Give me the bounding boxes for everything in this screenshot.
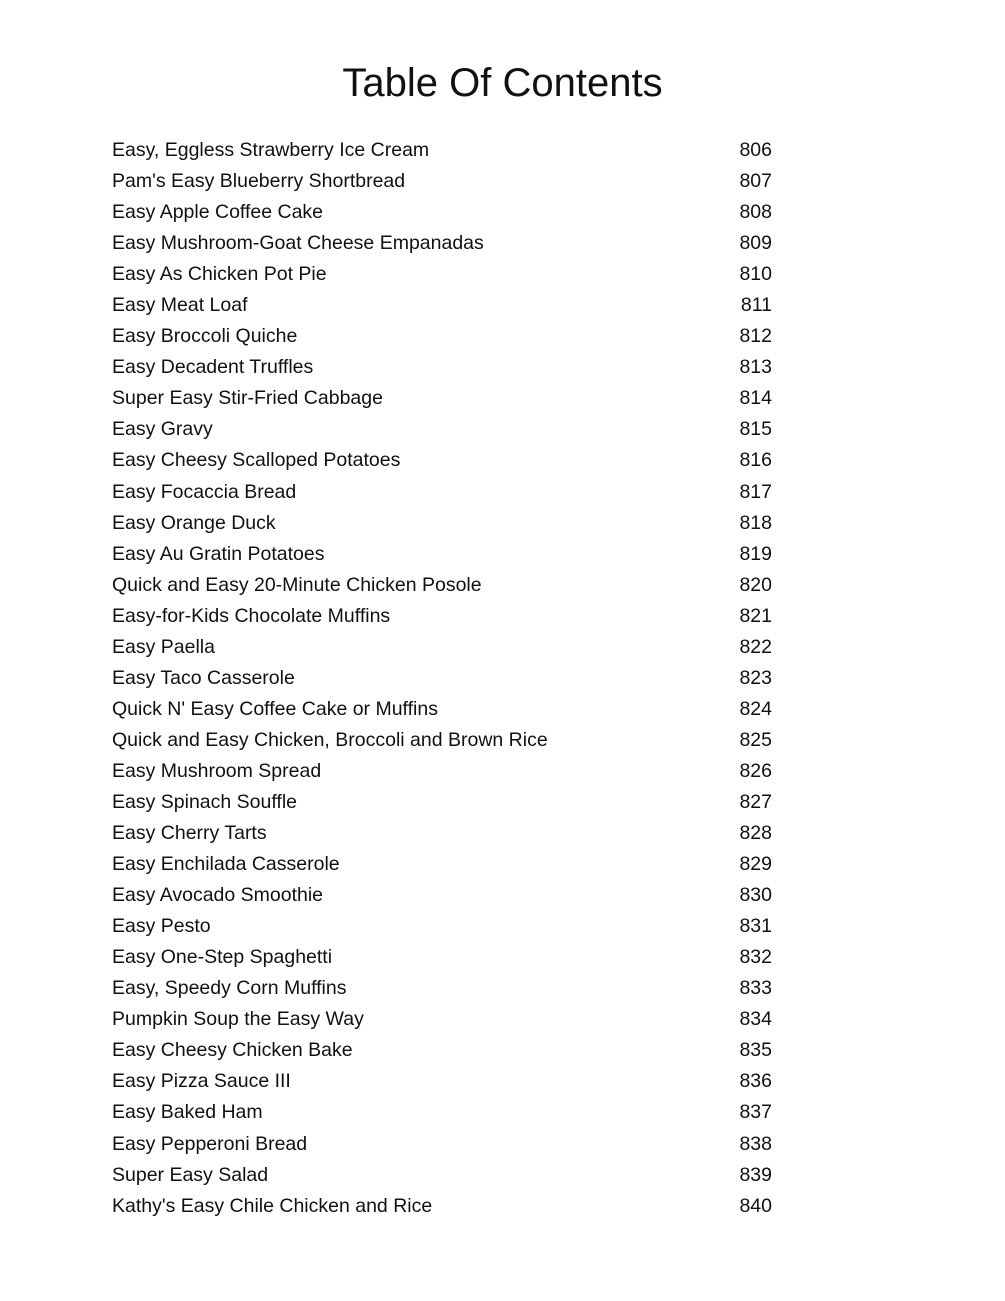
toc-entry [112, 168, 772, 199]
toc-entry [112, 1131, 772, 1162]
entry-page-number: 833 [739, 977, 772, 1000]
entry-title: Pam's Easy Blueberry Shortbread [112, 170, 406, 193]
toc-entry [112, 758, 772, 789]
entry-page-number: 807 [739, 170, 772, 193]
entry-page-number: 828 [739, 822, 772, 845]
entry-title: Easy Au Gratin Potatoes [112, 542, 325, 565]
entry-page-number: 824 [739, 697, 772, 720]
entry-title: Quick N' Easy Coffee Cake or Muffins [112, 697, 438, 720]
entry-title: Easy Cheesy Chicken Bake [112, 1039, 353, 1062]
toc-entry [112, 603, 772, 634]
entry-page-number: 813 [739, 356, 772, 379]
entry-page-number: 811 [740, 294, 772, 317]
toc-entry [112, 230, 772, 261]
entry-page-number: 806 [739, 139, 772, 161]
toc-entry [112, 634, 772, 665]
toc-entry [112, 851, 772, 882]
page-title: Table Of Contents [342, 61, 663, 105]
toc-entry [112, 385, 772, 416]
entry-title: Super Easy Stir-Fried Cabbage [112, 387, 383, 410]
entry-title: Easy Pizza Sauce III [112, 1070, 291, 1093]
entry-title: Easy Baked Ham [112, 1101, 263, 1124]
toc-entry [112, 696, 772, 727]
toc-entry [112, 541, 772, 572]
entry-title: Easy Pesto [112, 915, 211, 938]
entry-title: Quick and Easy Chicken, Broccoli and Brown Rice [112, 728, 548, 751]
toc-entry [112, 479, 772, 510]
entry-page-number: 837 [739, 1101, 772, 1124]
toc-entry [112, 882, 772, 913]
entry-page-number: 812 [739, 325, 772, 348]
entry-page-number: 839 [739, 1163, 772, 1186]
entry-title: Easy Orange Duck [112, 511, 276, 534]
entry-page-number: 835 [739, 1039, 772, 1062]
entry-page-number: 825 [739, 728, 772, 751]
entry-title: Easy Broccoli Quiche [112, 325, 298, 348]
toc-entry [112, 975, 772, 1006]
entry-title: Easy Mushroom-Goat Cheese Empanadas [112, 232, 484, 255]
entry-page-number: 831 [739, 915, 772, 938]
toc-entry [112, 447, 772, 478]
entry-page-number: 809 [739, 232, 772, 255]
entry-page-number: 810 [739, 263, 772, 286]
entry-title: Easy Pepperoni Bread [112, 1132, 308, 1155]
toc-list [112, 137, 772, 1224]
entry-title: Easy Gravy [112, 418, 213, 441]
toc-entry [112, 1193, 772, 1224]
entry-title: Easy Decadent Truffles [112, 356, 314, 379]
toc-entry [112, 261, 772, 292]
toc-entry [112, 789, 772, 820]
entry-page-number: 817 [739, 480, 772, 503]
toc-entry [112, 820, 772, 851]
entry-title: Easy As Chicken Pot Pie [112, 263, 327, 286]
toc-entry [112, 727, 772, 758]
entry-page-number: 834 [739, 1008, 772, 1031]
entry-title: Easy Taco Casserole [112, 666, 295, 689]
entry-title: Easy Enchilada Casserole [112, 853, 340, 876]
entry-title: Kathy's Easy Chile Chicken and Rice [112, 1194, 433, 1217]
toc-entry [112, 1006, 772, 1037]
entry-title: Easy Meat Loaf [112, 294, 248, 317]
entry-page-number: 820 [739, 573, 772, 596]
entry-title: Easy Cherry Tarts [112, 822, 267, 845]
entry-title: Easy, Speedy Corn Muffins [112, 977, 347, 1000]
entry-page-number: 832 [739, 946, 772, 969]
entry-page-number: 822 [739, 635, 772, 658]
toc-entry [112, 913, 772, 944]
entry-page-number: 838 [739, 1132, 772, 1155]
entry-page-number: 815 [739, 418, 772, 441]
entry-page-number: 814 [739, 387, 772, 410]
toc-entry [112, 510, 772, 541]
toc-entry [112, 665, 772, 696]
toc-entry [112, 1037, 772, 1068]
toc-entry [112, 137, 772, 168]
entry-page-number: 808 [739, 201, 772, 224]
entry-page-number: 819 [739, 542, 772, 565]
entry-title: Easy Avocado Smoothie [112, 884, 324, 907]
entry-title: Easy Spinach Souffle [112, 790, 298, 813]
toc-entry [112, 1099, 772, 1130]
toc-entry [112, 1162, 772, 1193]
entry-page-number: 818 [739, 511, 772, 534]
toc-entry [112, 354, 772, 385]
toc-entry [112, 323, 772, 354]
entry-page-number: 840 [739, 1194, 772, 1217]
toc-entry [112, 199, 772, 230]
toc-entry [112, 416, 772, 447]
entry-page-number: 827 [739, 790, 772, 813]
entry-title: Pumpkin Soup the Easy Way [112, 1008, 364, 1031]
entry-page-number: 826 [739, 759, 772, 782]
toc-entry [112, 944, 772, 975]
entry-title: Easy One-Step Spaghetti [112, 946, 333, 969]
entry-page-number: 836 [739, 1070, 772, 1093]
entry-title: Easy Focaccia Bread [112, 480, 297, 503]
entry-title: Quick and Easy 20-Minute Chicken Posole [112, 573, 482, 596]
entry-title: Easy Cheesy Scalloped Potatoes [112, 449, 401, 472]
entry-title: Easy, Eggless Strawberry Ice Cream [112, 139, 430, 161]
toc-entry [112, 292, 772, 323]
entry-title: Easy-for-Kids Chocolate Muffins [112, 604, 391, 627]
entry-page-number: 830 [739, 884, 772, 907]
entry-title: Easy Mushroom Spread [112, 759, 322, 782]
entry-page-number: 816 [739, 449, 772, 472]
entry-title: Easy Apple Coffee Cake [112, 201, 324, 224]
entry-page-number: 823 [739, 666, 772, 689]
entry-title: Easy Paella [112, 635, 215, 658]
toc-entry [112, 572, 772, 603]
toc-entry [112, 1068, 772, 1099]
entry-title: Super Easy Salad [112, 1163, 269, 1186]
entry-page-number: 829 [739, 853, 772, 876]
entry-page-number: 821 [739, 604, 772, 627]
